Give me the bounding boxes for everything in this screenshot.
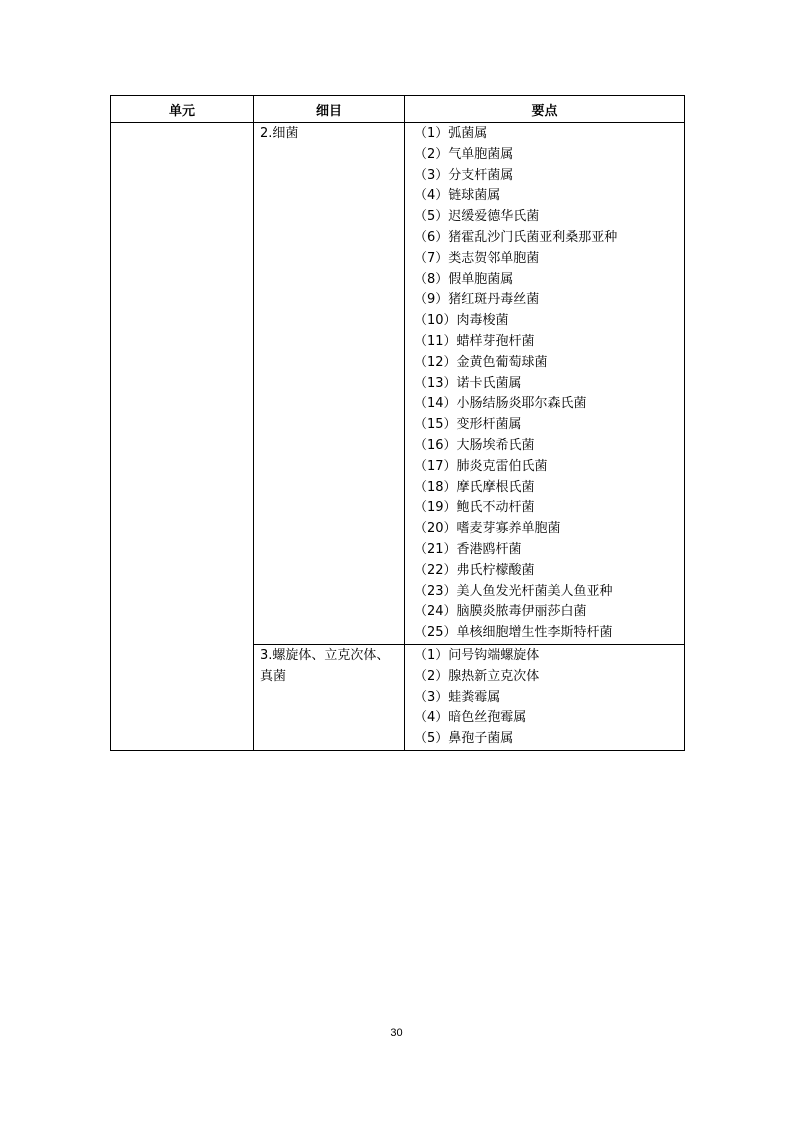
point-item: （12）金黄色葡萄球菌 [414, 354, 548, 370]
subitem-text: 3.螺旋体、立克次体、真菌 [260, 647, 390, 684]
point-item: （21）香港鸥杆菌 [414, 541, 522, 557]
point-item: （19）鲍氏不动杆菌 [414, 500, 535, 516]
point-item: （20）嗜麦芽寡养单胞菌 [414, 521, 561, 537]
point-item: （8）假单胞菌属 [414, 271, 514, 287]
subitem-text: 2.细菌 [260, 126, 299, 141]
point-item: （15）变形杆菌属 [414, 417, 522, 433]
point-item: （3）分支杆菌属 [414, 167, 514, 183]
page-number: 30 [390, 1027, 403, 1039]
points-list-spirochete-fungi [405, 646, 684, 750]
header-subitem: 细目 [254, 96, 405, 123]
point-item: （2）气单胞菌属 [414, 146, 514, 162]
point-item: （3）蛙粪霉属 [414, 689, 501, 705]
point-item: （1）问号钩端螺旋体 [414, 647, 540, 663]
point-item: （24）脑膜炎脓毒伊丽莎白菌 [414, 604, 587, 620]
syllabus-table [110, 95, 685, 751]
point-item: （17）肺炎克雷伯氏菌 [414, 458, 548, 474]
subitem-cell-spirochete-fungi [254, 644, 405, 750]
point-item: （7）类志贺邻单胞菌 [414, 250, 540, 266]
points-cell-spirochete-fungi [405, 644, 685, 750]
point-item: （1）弧菌属 [414, 126, 488, 141]
point-item: （11）蜡样芽孢杆菌 [414, 333, 535, 349]
points-list-bacteria [405, 124, 684, 644]
point-item: （6）猪霍乱沙门氏菌亚利桑那亚种 [414, 229, 618, 245]
unit-cell [111, 123, 254, 751]
point-item: （18）摩氏摩根氏菌 [414, 479, 535, 495]
table-row-bacteria [111, 123, 685, 645]
point-item: （4）暗色丝孢霉属 [414, 710, 527, 726]
point-item: （10）肉毒梭菌 [414, 313, 509, 329]
point-item: （9）猪红斑丹毒丝菌 [414, 292, 540, 308]
point-item: （16）大肠埃希氏菌 [414, 437, 535, 453]
point-item: （2）腺热新立克次体 [414, 668, 540, 684]
point-item: （13）诺卡氏菌属 [414, 375, 522, 391]
points-cell-bacteria [405, 123, 685, 645]
point-item: （14）小肠结肠炎耶尔森氏菌 [414, 396, 587, 412]
header-points: 要点 [405, 96, 685, 123]
point-item: （5）迟缓爱德华氏菌 [414, 209, 540, 225]
table-header-row [111, 96, 685, 123]
point-item: （23）美人鱼发光杆菌美人鱼亚种 [414, 583, 613, 599]
point-item: （25）单核细胞增生性李斯特杆菌 [414, 625, 613, 641]
header-unit: 单元 [111, 96, 254, 123]
point-item: （5）鼻孢子菌属 [414, 731, 514, 747]
point-item: （4）链球菌属 [414, 188, 501, 204]
point-item: （22）弗氏柠檬酸菌 [414, 562, 535, 578]
subitem-cell-bacteria [254, 123, 405, 645]
